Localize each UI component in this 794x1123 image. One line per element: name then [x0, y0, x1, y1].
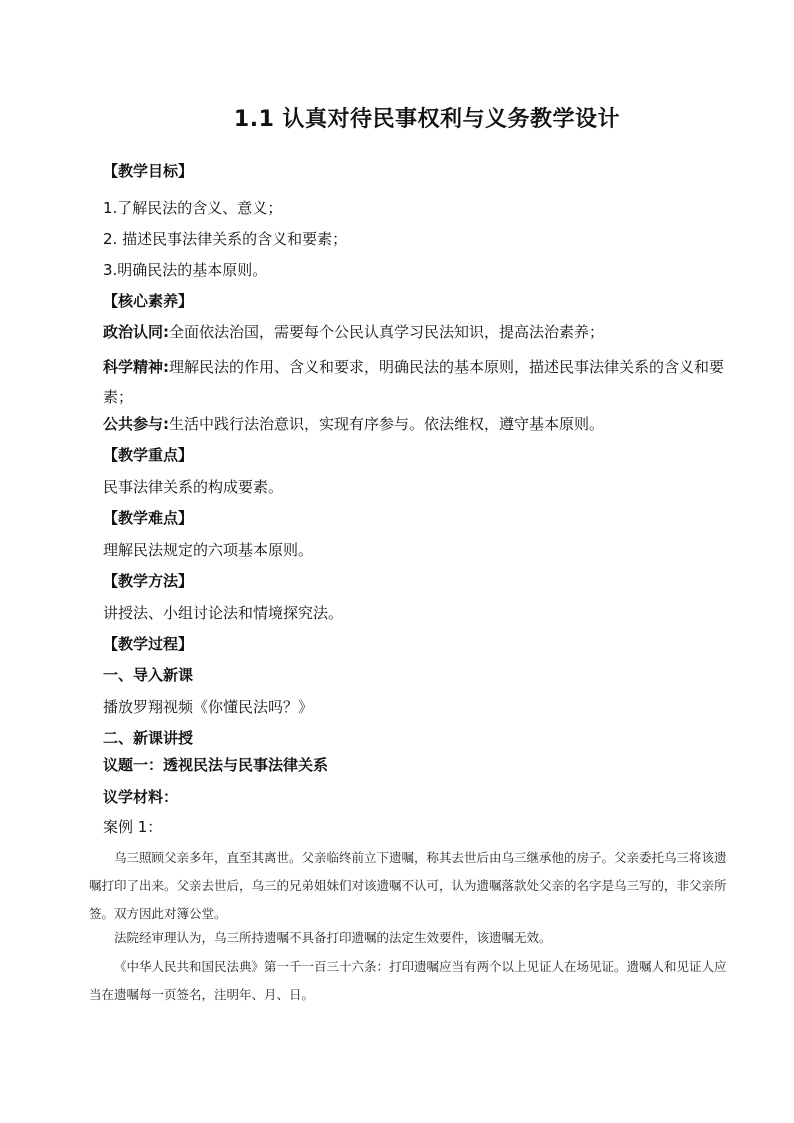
literacy-science-text: 理解民法的作用、含义和要求，明确民法的基本原则，描述民事法律关系的含义和要素；	[103, 358, 725, 406]
literacy-political	[103, 321, 727, 343]
document-title: 1.1 认真对待民事权利与义务教学设计	[233, 107, 621, 132]
literacy-science	[103, 352, 728, 412]
materials-heading: 议学材料：	[103, 788, 179, 806]
intro-heading: 一、导入新课	[103, 666, 194, 684]
difficulties-text: 理解民法规定的六项基本原则。	[103, 541, 314, 559]
case-paragraph-1: 乌三照顾父亲多年，直至其离世。父亲临终前立下遗嘱，称其去世后由乌三继承他的房子。父亲委托乌三将该遗嘱打印了出来。父亲去世后，乌三的兄弟姐妹们对该遗嘱不认可，认为遗嘱落款处父亲的名字是乌三写的，非父亲所签。双方因此对簿公堂。	[89, 850, 727, 921]
objectives-heading: 【教学目标】	[103, 162, 194, 180]
process-heading: 【教学过程】	[103, 635, 194, 653]
literacy-public-text: 生活中践行法治意识，实现有序参与。依法维权，遵守基本原则。	[169, 415, 605, 433]
difficulties-heading: 【教学难点】	[103, 509, 194, 527]
literacy-political-text: 全面依法治国，需要每个公民认真学习民法知识，提高法治素养；	[169, 323, 605, 341]
literacy-public	[103, 413, 727, 435]
literacy-science-label: 科学精神:	[103, 358, 169, 376]
objective-item-1: 1.了解民法的含义、意义；	[103, 199, 283, 217]
intro-text: 播放罗翔视频《你懂民法吗？》	[103, 698, 314, 716]
methods-heading: 【教学方法】	[103, 572, 194, 590]
literacy-political-label: 政治认同:	[103, 323, 169, 341]
topic-one-heading: 议题一：透视民法与民事法律关系	[103, 756, 329, 774]
literacy-public-label: 公共参与:	[103, 415, 169, 433]
key-points-heading: 【教学重点】	[103, 446, 194, 464]
objective-item-2: 2. 描述民事法律关系的含义和要素；	[103, 230, 348, 248]
case-label: 案例 1：	[103, 818, 163, 836]
key-points-text: 民事法律关系的构成要素。	[103, 478, 284, 496]
literacy-heading: 【核心素养】	[103, 292, 194, 310]
case-paragraph-2: 法院经审理认为，乌三所持遗嘱不具备打印遗嘱的法定生效要件，该遗嘱无效。	[114, 930, 552, 945]
case-paragraph-3: 《中华人民共和国民法典》第一千一百三十六条：打印遗嘱应当有两个以上见证人在场见证。遗嘱人和见证人应当在遗嘱每一页签名，注明年、月、日。	[89, 959, 727, 1002]
new-lesson-heading: 二、新课讲授	[103, 729, 194, 747]
objective-item-3: 3.明确民法的基本原则。	[103, 261, 268, 279]
methods-text: 讲授法、小组讨论法和情境探究法。	[103, 604, 344, 622]
